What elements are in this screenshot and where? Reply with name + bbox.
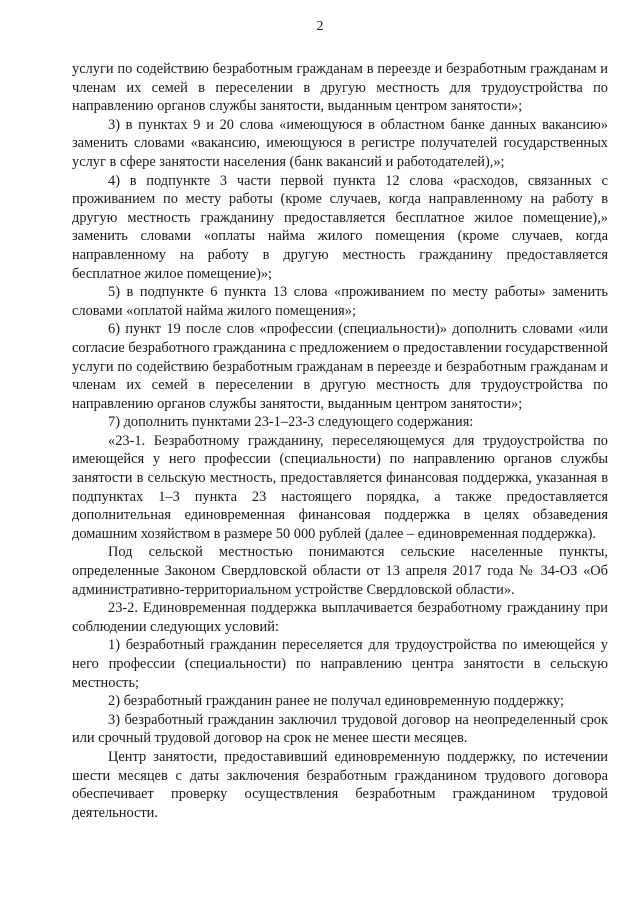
condition-3: 3) безработный гражданин заключил трудовой договор на неопределенный срок или срочный трудовой договор на срок не менее шести месяцев. — [72, 711, 608, 747]
paragraph-item-4: 4) в подпункте 3 части первой пункта 12 слова «расходов, связанных с проживанием по месту работы (кроме случаев, когда направленному на работу в другую местность гражданину предоставляется бесплатное жилое помещение),» заменить словами «оплаты найма жилого помещения (кроме случаев, когда направленному на работу в другую местность гражданину предоставляется бесплатное жилое помещение)»; — [72, 172, 608, 282]
paragraph-23-2: 23-2. Единовременная поддержка выплачивается безработному гражданину при соблюдении следующих условий: — [72, 600, 608, 635]
paragraph-continuation: услуги по содействию безработным гражданам в переезде и безработным гражданам и членам их семей в переселении в другую местность для трудоустройства по направлению органов службы занятости, выданным центром занятости»; — [72, 61, 608, 115]
document-body — [72, 60, 608, 822]
paragraph-23-1: «23-1. Безработному гражданину, переселяющемуся для трудоустройства по имеющейся у него профессии (специальности) по направлению органов службы занятости в сельскую местность, предоставляется финансовая поддержка, указанная в подпунктах 1–3 пункта 23 настоящего порядка, а также предоставляется дополнительная единовременная финансовая поддержка в целях обзаведения домашним хозяйством в размере 50 000 рублей (далее – единовременная поддержка). — [72, 432, 608, 542]
condition-1: 1) безработный гражданин переселяется для трудоустройства по имеющейся у него профессии (специальности) по направлению центра занятости в сельскую местность; — [72, 637, 608, 691]
paragraph-item-7: 7) дополнить пунктами 23-1–23-3 следующего содержания: — [108, 414, 474, 431]
page-number: 2 — [316, 19, 324, 34]
paragraph-verification: Центр занятости, предоставивший единовременную поддержку, по истечении шести месяцев с даты заключения безработным гражданином трудового договора обеспечивает проверку осуществления безработным гражданином трудовой деятельности. — [72, 748, 608, 821]
paragraph-item-3: 3) в пунктах 9 и 20 слова «имеющуюся в областном банке данных вакансию» заменить словами «вакансию, имеющуюся в регистре получателей государственных услуг в сфере занятости населения (банк вакансий и работодателей),»; — [72, 116, 608, 170]
paragraph-item-6: 6) пункт 19 после слов «профессии (специальности)» дополнить словами «или согласие безработного гражданина с предложением о предоставлении государственной услуги по содействию безработным гражданам в переезде и безработным гражданам и членам их семей в переселении в другую местность для трудоустройства по направлению органов службы занятости, выданным центром занятости»; — [72, 321, 608, 412]
paragraph-item-5: 5) в подпункте 6 пункта 13 слова «проживанием по месту работы» заменить словами «оплатой найма жилого помещения»; — [72, 284, 608, 319]
condition-2: 2) безработный гражданин ранее не получал единовременную поддержку; — [108, 693, 565, 710]
paragraph-rural-definition: Под сельской местностью понимаются сельские населенные пункты, определенные Законом Свердловской области от 13 апреля 2017 года № 34-ОЗ «Об административно-территориальном устройстве Свердловской области». — [72, 544, 608, 598]
